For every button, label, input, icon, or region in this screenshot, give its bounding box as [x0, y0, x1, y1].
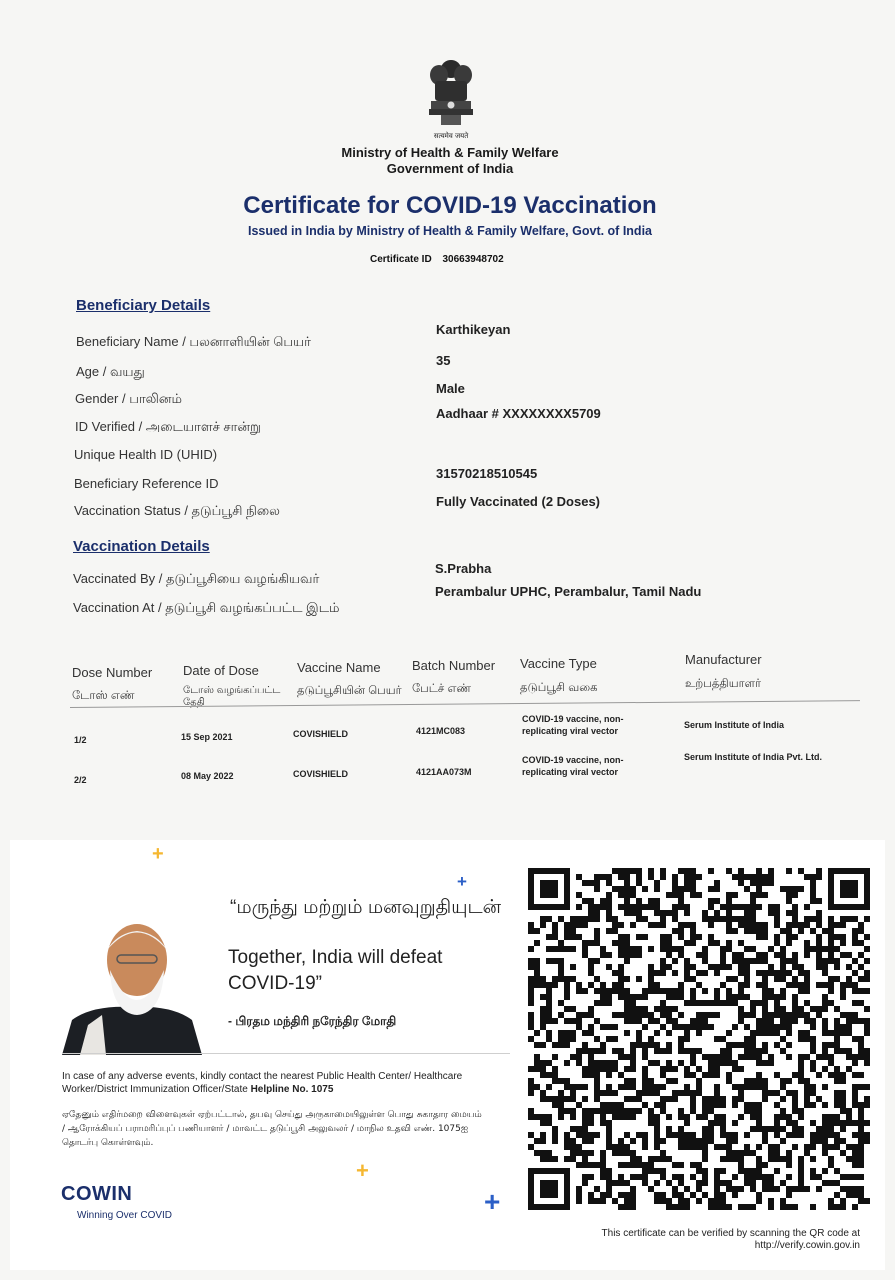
cell-dose: 2/2 [74, 775, 87, 785]
col-header-vaccine-ta: தடுப்பூசியின் பெயர் [297, 685, 402, 697]
field-label-id-verified: ID Verified / அடையாளச் சான்று [75, 419, 261, 434]
adverse-events-english [62, 1070, 482, 1096]
cell-type: COVID-19 vaccine, non-replicating viral vector [522, 714, 624, 736]
qr-code-icon [528, 868, 870, 1214]
col-header-type-ta: தடுப்பூசி வகை [520, 682, 598, 694]
field-value-reference-id: 31570218510545 [436, 466, 538, 481]
cell-date: 15 Sep 2021 [181, 732, 233, 742]
quote-english: Together, India will defeat COVID-19” [228, 947, 443, 994]
quote-attribution: - பிரதம மந்திரி நரேந்திர மோதி [228, 1014, 397, 1028]
government-name: Government of India [386, 161, 514, 176]
col-header-date-ta: டோஸ் வழங்கப்பட்ட தேதி [183, 685, 281, 708]
cell-vaccine: COVISHIELD [293, 769, 349, 779]
field-label-uhid: Unique Health ID (UHID) [74, 447, 218, 462]
footer-divider [62, 1053, 510, 1054]
pm-portrait [62, 915, 202, 1055]
cell-manufacturer: Serum Institute of India Pvt. Ltd. [684, 752, 823, 762]
vaccination-heading: Vaccination Details [73, 538, 210, 555]
col-header-dose-ta: டோஸ் எண் [72, 690, 135, 702]
emblem-motto: सत्यमेव जयते [433, 132, 469, 140]
col-header-manufacturer-ta: உற்பத்தியாளர் [685, 678, 761, 690]
certificate-subtitle: Issued in India by Ministry of Health & Family Welfare, Govt. of India [247, 224, 652, 238]
field-value-id-verified: Aadhaar # XXXXXXXX5709 [436, 406, 601, 421]
cell-dose: 1/2 [74, 735, 87, 745]
field-label-name: Beneficiary Name / பலனாளியின் பெயர் [76, 334, 311, 349]
cowin-logo: COWIN [61, 1183, 133, 1205]
verify-note [520, 1228, 860, 1252]
field-label-gender: Gender / பாலினம் [75, 391, 182, 406]
plus-icon: + [484, 1186, 501, 1217]
verify-text: This certificate can be verified by scanning the QR code at [601, 1228, 860, 1239]
col-header-date: Date of Dose [183, 663, 259, 678]
cowin-tagline: Winning Over COVID [77, 1210, 173, 1221]
col-header-manufacturer: Manufacturer [685, 652, 762, 667]
adverse-events-text: In case of any adverse events, kindly contact the nearest Public Health Center/ Healthcare Worker/District Immunization Officer/State [62, 1071, 463, 1095]
cell-batch: 4121MC083 [416, 726, 466, 736]
cell-vaccine: COVISHIELD [293, 729, 349, 739]
cell-type: COVID-19 vaccine, non-replicating viral vector [522, 755, 624, 777]
field-label-status: Vaccination Status / தடுப்பூசி நிலை [74, 503, 280, 518]
helpline-number: Helpline No. 1075 [250, 1084, 334, 1095]
col-header-batch: Batch Number [412, 658, 496, 673]
cell-manufacturer: Serum Institute of India [684, 720, 785, 730]
national-emblem [423, 55, 479, 140]
adverse-events-tamil: ஏதேனும் எதிர்மறை விளைவுகள் ஏற்பட்டால், தயவு செய்து அருகாமையிலுள்ள பொது சுகாதார மையம் / ஆரோக்கியப் பராமரிப்புப் பணியாளர் / மாவட்ட தடுப்பூசி அலுவலர் / மாநில உதவி எண். 1075ஐ தொடர்பு கொள்ளவும். [62, 1110, 482, 1148]
field-value-name: Karthikeyan [436, 322, 511, 337]
certificate-id-value: 30663948702 [442, 254, 504, 265]
field-label-reference-id: Beneficiary Reference ID [74, 476, 219, 491]
plus-icon: + [356, 1158, 369, 1183]
certificate-id-label: Certificate ID [370, 254, 432, 265]
verify-url[interactable]: http://verify.cowin.gov.in [754, 1240, 860, 1251]
col-header-vaccine: Vaccine Name [297, 660, 381, 675]
col-header-batch-ta: பேட்ச் எண் [412, 683, 472, 695]
cell-date: 08 May 2022 [181, 771, 234, 781]
qr-code[interactable] [528, 868, 870, 1214]
field-value-status: Fully Vaccinated (2 Doses) [436, 494, 601, 509]
ministry-name: Ministry of Health & Family Welfare [341, 145, 559, 160]
field-label-vaccinated-at: Vaccination At / தடுப்பூசி வழங்கப்பட்ட இடம் [73, 600, 340, 615]
field-label-age: Age / வயது [76, 364, 145, 379]
national-emblem-icon [423, 55, 479, 127]
beneficiary-heading: Beneficiary Details [76, 297, 211, 314]
field-value-vaccinated-by: S.Prabha [435, 561, 492, 576]
field-value-age: 35 [436, 353, 451, 368]
field-value-gender: Male [436, 381, 465, 396]
col-header-type: Vaccine Type [520, 656, 597, 671]
field-value-vaccinated-at: Perambalur UPHC, Perambalur, Tamil Nadu [435, 584, 702, 599]
col-header-dose: Dose Number [72, 665, 153, 680]
plus-icon: + [152, 843, 164, 865]
cell-batch: 4121AA073M [416, 767, 472, 777]
certificate-title: Certificate for COVID-19 Vaccination [243, 192, 657, 219]
quote-tamil: “மருந்து மற்றும் மனவுறுதியுடன் [230, 897, 502, 918]
certificate-id [370, 254, 504, 265]
field-label-vaccinated-by: Vaccinated By / தடுப்பூசியை வழங்கியவர் [73, 571, 320, 586]
plus-icon: + [457, 872, 467, 891]
